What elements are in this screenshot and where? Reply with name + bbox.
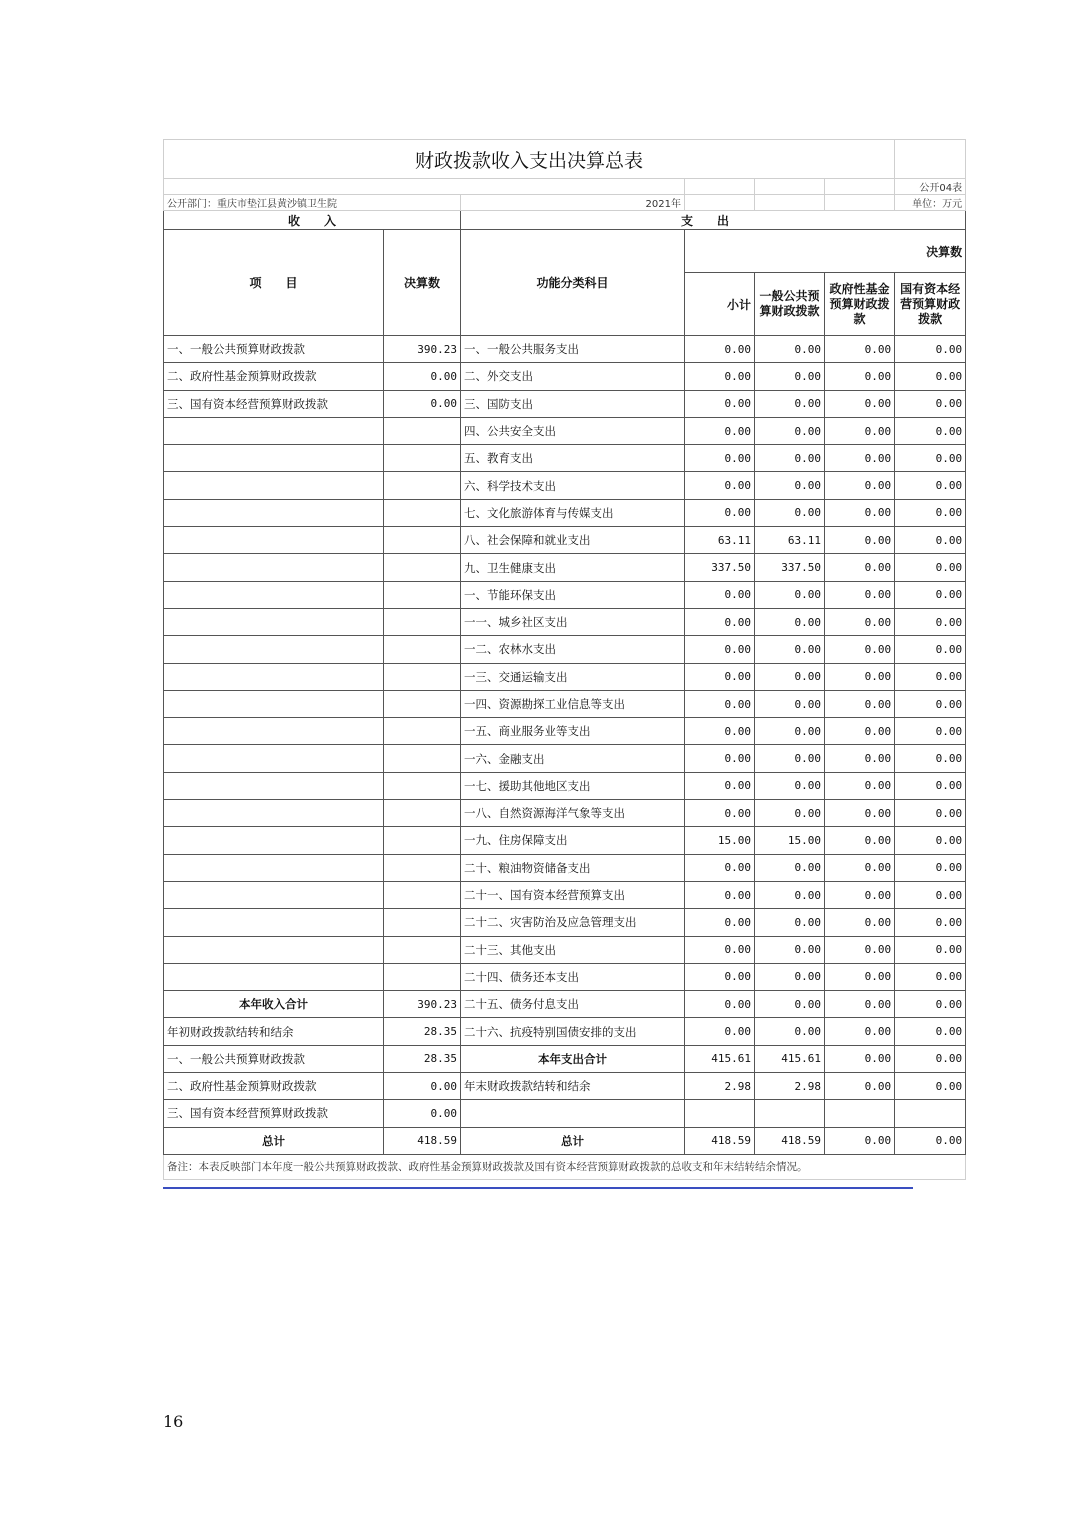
expense-general: 0.00 [755, 1018, 825, 1045]
expense-general: 0.00 [755, 390, 825, 417]
expense-subtotal: 0.00 [685, 1018, 755, 1045]
expense-fund: 0.00 [825, 718, 895, 745]
year-end-general: 2.98 [755, 1073, 825, 1100]
expense-state: 0.00 [895, 991, 966, 1018]
expense-item: 一三、交通运输支出 [461, 663, 685, 690]
income-amount [384, 854, 461, 881]
form-code: 公开04表 [895, 179, 966, 195]
expense-state: 0.00 [895, 554, 966, 581]
expense-general: 337.50 [755, 554, 825, 581]
table-row [164, 636, 966, 663]
expense-general: 0.00 [755, 854, 825, 881]
expense-subtotal: 0.00 [685, 499, 755, 526]
expense-fund: 0.00 [825, 936, 895, 963]
table-row [164, 663, 966, 690]
expense-fund: 0.00 [825, 527, 895, 554]
col-general-header: 一般公共预算财政拨款 [755, 273, 825, 336]
expense-subtotal: 0.00 [685, 581, 755, 608]
grand-total-fund: 0.00 [825, 1127, 895, 1154]
carry-item: 二、政府性基金预算财政拨款 [164, 1073, 384, 1100]
table-row [164, 991, 966, 1018]
expense-state: 0.00 [895, 581, 966, 608]
carry-item: 三、国有资本经营预算财政拨款 [164, 1100, 384, 1127]
expense-item: 一二、农林水支出 [461, 636, 685, 663]
expense-subtotal: 0.00 [685, 417, 755, 444]
carry-item: 一、一般公共预算财政拨款 [164, 1045, 384, 1072]
income-amount [384, 527, 461, 554]
expense-fund: 0.00 [825, 445, 895, 472]
expense-general: 0.00 [755, 472, 825, 499]
expense-state: 0.00 [895, 663, 966, 690]
income-item [164, 963, 384, 990]
income-item [164, 581, 384, 608]
year-end-label: 年末财政拨款结转和结余 [461, 1073, 685, 1100]
expense-state: 0.00 [895, 390, 966, 417]
expense-subtotal: 0.00 [685, 445, 755, 472]
table-row [164, 527, 966, 554]
expense-item: 二十二、灾害防治及应急管理支出 [461, 909, 685, 936]
expense-fund: 0.00 [825, 663, 895, 690]
expense-fund: 0.00 [825, 800, 895, 827]
expense-general: 0.00 [755, 800, 825, 827]
expense-header: 支 出 [461, 211, 966, 230]
expense-state: 0.00 [895, 854, 966, 881]
income-item [164, 827, 384, 854]
expense-general: 0.00 [755, 772, 825, 799]
table-row [164, 800, 966, 827]
expense-general: 0.00 [755, 991, 825, 1018]
expense-state: 0.00 [895, 608, 966, 635]
expense-total-general: 415.61 [755, 1045, 825, 1072]
expense-general: 0.00 [755, 608, 825, 635]
table-row [164, 608, 966, 635]
expense-subtotal: 0.00 [685, 472, 755, 499]
income-item [164, 663, 384, 690]
expense-general: 0.00 [755, 881, 825, 908]
income-item [164, 472, 384, 499]
year-end-subtotal: 2.98 [685, 1073, 755, 1100]
income-item [164, 445, 384, 472]
expense-fund: 0.00 [825, 854, 895, 881]
income-item [164, 417, 384, 444]
income-amount [384, 581, 461, 608]
expense-state: 0.00 [895, 963, 966, 990]
expense-state: 0.00 [895, 772, 966, 799]
expense-general: 0.00 [755, 499, 825, 526]
expense-item: 一六、金融支出 [461, 745, 685, 772]
expense-fund: 0.00 [825, 745, 895, 772]
expense-subtotal: 63.11 [685, 527, 755, 554]
expense-item: 一、一般公共服务支出 [461, 336, 685, 363]
income-item [164, 854, 384, 881]
income-amount: 0.00 [384, 363, 461, 390]
table-row [164, 1100, 966, 1127]
income-amount: 390.23 [384, 336, 461, 363]
expense-general: 0.00 [755, 636, 825, 663]
expense-state: 0.00 [895, 1018, 966, 1045]
report-year: 2021年 [461, 195, 685, 211]
expense-state: 0.00 [895, 363, 966, 390]
expense-item: 二十一、国有资本经营预算支出 [461, 881, 685, 908]
income-amount [384, 417, 461, 444]
income-amount [384, 718, 461, 745]
expense-fund: 0.00 [825, 472, 895, 499]
expense-fund: 0.00 [825, 991, 895, 1018]
carry-label: 年初财政拨款结转和结余 [164, 1018, 384, 1045]
expense-item: 二十、粮油物资储备支出 [461, 854, 685, 881]
expense-subtotal: 337.50 [685, 554, 755, 581]
report-title: 财政拨款收入支出决算总表 [164, 140, 895, 179]
expense-state: 0.00 [895, 718, 966, 745]
expense-fund: 0.00 [825, 417, 895, 444]
income-amount [384, 881, 461, 908]
expense-subtotal: 0.00 [685, 854, 755, 881]
expense-fund: 0.00 [825, 499, 895, 526]
income-amount [384, 772, 461, 799]
expense-general: 0.00 [755, 936, 825, 963]
year-end-state: 0.00 [895, 1073, 966, 1100]
carry-amount: 28.35 [384, 1045, 461, 1072]
expense-state: 0.00 [895, 417, 966, 444]
expense-general: 0.00 [755, 363, 825, 390]
income-amount [384, 608, 461, 635]
expense-general: 0.00 [755, 417, 825, 444]
col-state-header: 国有资本经营预算财政拨款 [895, 273, 966, 336]
carry-amount: 0.00 [384, 1100, 461, 1127]
income-item: 二、政府性基金预算财政拨款 [164, 363, 384, 390]
income-amount [384, 745, 461, 772]
expense-subtotal: 0.00 [685, 800, 755, 827]
bottom-rule [163, 1187, 913, 1189]
expense-state: 0.00 [895, 745, 966, 772]
income-amount [384, 445, 461, 472]
income-amount [384, 690, 461, 717]
empty-cell [895, 1100, 966, 1127]
expense-state: 0.00 [895, 800, 966, 827]
table-row [164, 554, 966, 581]
expense-item: 六、科学技术支出 [461, 472, 685, 499]
expense-total-subtotal: 415.61 [685, 1045, 755, 1072]
income-item [164, 608, 384, 635]
expense-state: 0.00 [895, 881, 966, 908]
expense-state: 0.00 [895, 445, 966, 472]
income-item [164, 690, 384, 717]
expense-total-label: 本年支出合计 [461, 1045, 685, 1072]
income-item [164, 936, 384, 963]
carry-amount: 28.35 [384, 1018, 461, 1045]
expense-general: 0.00 [755, 663, 825, 690]
expense-fund: 0.00 [825, 608, 895, 635]
income-amount: 0.00 [384, 390, 461, 417]
expense-fund: 0.00 [825, 827, 895, 854]
expense-fund: 0.00 [825, 581, 895, 608]
expense-general: 0.00 [755, 963, 825, 990]
expense-subtotal: 0.00 [685, 772, 755, 799]
expense-state: 0.00 [895, 336, 966, 363]
expense-fund: 0.00 [825, 554, 895, 581]
expense-subtotal: 0.00 [685, 363, 755, 390]
col-budget-header: 决算数 [685, 230, 966, 273]
expense-subtotal: 0.00 [685, 881, 755, 908]
expense-subtotal: 0.00 [685, 336, 755, 363]
income-item: 一、一般公共预算财政拨款 [164, 336, 384, 363]
income-item [164, 718, 384, 745]
income-item: 三、国有资本经营预算财政拨款 [164, 390, 384, 417]
expense-fund: 0.00 [825, 636, 895, 663]
expense-total-fund: 0.00 [825, 1045, 895, 1072]
expense-item: 一五、商业服务业等支出 [461, 718, 685, 745]
carry-amount: 0.00 [384, 1073, 461, 1100]
expense-item: 二、外交支出 [461, 363, 685, 390]
table-row [164, 718, 966, 745]
income-amount [384, 936, 461, 963]
empty-cell [755, 1100, 825, 1127]
expense-item: 七、文化旅游体育与传媒支出 [461, 499, 685, 526]
income-item [164, 636, 384, 663]
table-row [164, 963, 966, 990]
expense-fund: 0.00 [825, 963, 895, 990]
table-row [164, 881, 966, 908]
col-item-header: 项 目 [164, 230, 384, 336]
income-amount [384, 499, 461, 526]
income-item [164, 909, 384, 936]
income-total-label: 本年收入合计 [164, 991, 384, 1018]
expense-fund: 0.00 [825, 772, 895, 799]
income-amount [384, 472, 461, 499]
expense-general: 0.00 [755, 909, 825, 936]
page-number: 16 [163, 1412, 184, 1431]
expense-item: 二十五、债务付息支出 [461, 991, 685, 1018]
department-label: 公开部门：重庆市垫江县黄沙镇卫生院 [164, 195, 461, 211]
expense-state: 0.00 [895, 499, 966, 526]
table-row [164, 336, 966, 363]
expense-state: 0.00 [895, 527, 966, 554]
expense-subtotal: 0.00 [685, 690, 755, 717]
table-row [164, 390, 966, 417]
income-item [164, 527, 384, 554]
expense-state: 0.00 [895, 472, 966, 499]
expense-item: 八、社会保障和就业支出 [461, 527, 685, 554]
table-row [164, 472, 966, 499]
col-subtotal-header: 小计 [685, 273, 755, 336]
table-row [164, 1154, 966, 1179]
table-row [164, 827, 966, 854]
income-amount [384, 909, 461, 936]
income-amount [384, 554, 461, 581]
grand-total-expense-label: 总计 [461, 1127, 685, 1154]
income-amount [384, 636, 461, 663]
expense-fund: 0.00 [825, 909, 895, 936]
grand-total-subtotal: 418.59 [685, 1127, 755, 1154]
expense-state: 0.00 [895, 909, 966, 936]
expense-item: 二十六、抗疫特别国债安排的支出 [461, 1018, 685, 1045]
expense-fund: 0.00 [825, 363, 895, 390]
expense-subtotal: 15.00 [685, 827, 755, 854]
income-item [164, 881, 384, 908]
expense-item: 一八、自然资源海洋气象等支出 [461, 800, 685, 827]
expense-general: 0.00 [755, 336, 825, 363]
fiscal-summary-table [163, 139, 966, 1180]
expense-general: 0.00 [755, 718, 825, 745]
expense-fund: 0.00 [825, 690, 895, 717]
expense-general: 15.00 [755, 827, 825, 854]
table-row [164, 745, 966, 772]
expense-subtotal: 0.00 [685, 718, 755, 745]
expense-general: 63.11 [755, 527, 825, 554]
expense-item: 九、卫生健康支出 [461, 554, 685, 581]
col-amount-header: 决算数 [384, 230, 461, 336]
expense-fund: 0.00 [825, 390, 895, 417]
table-row [164, 1073, 966, 1100]
income-total: 390.23 [384, 991, 461, 1018]
expense-item: 三、国防支出 [461, 390, 685, 417]
expense-subtotal: 0.00 [685, 963, 755, 990]
grand-total-income: 418.59 [384, 1127, 461, 1154]
expense-subtotal: 0.00 [685, 636, 755, 663]
empty-cell [825, 1100, 895, 1127]
expense-subtotal: 0.00 [685, 663, 755, 690]
expense-subtotal: 0.00 [685, 991, 755, 1018]
income-amount [384, 963, 461, 990]
expense-state: 0.00 [895, 636, 966, 663]
expense-item: 二十三、其他支出 [461, 936, 685, 963]
expense-item: 一九、住房保障支出 [461, 827, 685, 854]
expense-subtotal: 0.00 [685, 909, 755, 936]
grand-total-label: 总计 [164, 1127, 384, 1154]
col-fund-header: 政府性基金预算财政拨款 [825, 273, 895, 336]
table-row [164, 1018, 966, 1045]
unit-label: 单位：万元 [895, 195, 966, 211]
expense-fund: 0.00 [825, 881, 895, 908]
expense-fund: 0.00 [825, 336, 895, 363]
expense-item: 一一、城乡社区支出 [461, 608, 685, 635]
income-amount [384, 800, 461, 827]
expense-item: 一四、资源勘探工业信息等支出 [461, 690, 685, 717]
table-row [164, 363, 966, 390]
grand-total-state: 0.00 [895, 1127, 966, 1154]
report-sheet [163, 139, 965, 1180]
expense-item: 一七、援助其他地区支出 [461, 772, 685, 799]
expense-state: 0.00 [895, 936, 966, 963]
expense-subtotal: 0.00 [685, 390, 755, 417]
expense-item: 一、节能环保支出 [461, 581, 685, 608]
income-item [164, 499, 384, 526]
income-item [164, 772, 384, 799]
table-row [164, 772, 966, 799]
expense-state: 0.00 [895, 690, 966, 717]
table-note: 备注：本表反映部门本年度一般公共预算财政拨款、政府性基金预算财政拨款及国有资本经营预算财政拨款的总收支和年末结转结余情况。 [164, 1154, 966, 1179]
income-item [164, 745, 384, 772]
income-item [164, 800, 384, 827]
col-function-header: 功能分类科目 [461, 230, 685, 336]
expense-general: 0.00 [755, 581, 825, 608]
table-row [164, 936, 966, 963]
table-row [164, 417, 966, 444]
table-row [164, 581, 966, 608]
expense-item: 四、公共安全支出 [461, 417, 685, 444]
expense-general: 0.00 [755, 745, 825, 772]
expense-subtotal: 0.00 [685, 608, 755, 635]
expense-subtotal: 0.00 [685, 936, 755, 963]
table-row [164, 854, 966, 881]
expense-item: 二十四、债务还本支出 [461, 963, 685, 990]
expense-total-state: 0.00 [895, 1045, 966, 1072]
expense-state: 0.00 [895, 827, 966, 854]
income-header: 收 入 [164, 211, 461, 230]
expense-item: 五、教育支出 [461, 445, 685, 472]
grand-total-general: 418.59 [755, 1127, 825, 1154]
empty-cell [461, 1100, 685, 1127]
table-row [164, 445, 966, 472]
table-row [164, 690, 966, 717]
year-end-fund: 0.00 [825, 1073, 895, 1100]
table-row [164, 1127, 966, 1154]
expense-fund: 0.00 [825, 1018, 895, 1045]
income-amount [384, 827, 461, 854]
table-row [164, 909, 966, 936]
income-amount [384, 663, 461, 690]
empty-cell [685, 1100, 755, 1127]
income-item [164, 554, 384, 581]
expense-general: 0.00 [755, 690, 825, 717]
expense-general: 0.00 [755, 445, 825, 472]
expense-subtotal: 0.00 [685, 745, 755, 772]
table-row [164, 1045, 966, 1072]
table-row [164, 499, 966, 526]
